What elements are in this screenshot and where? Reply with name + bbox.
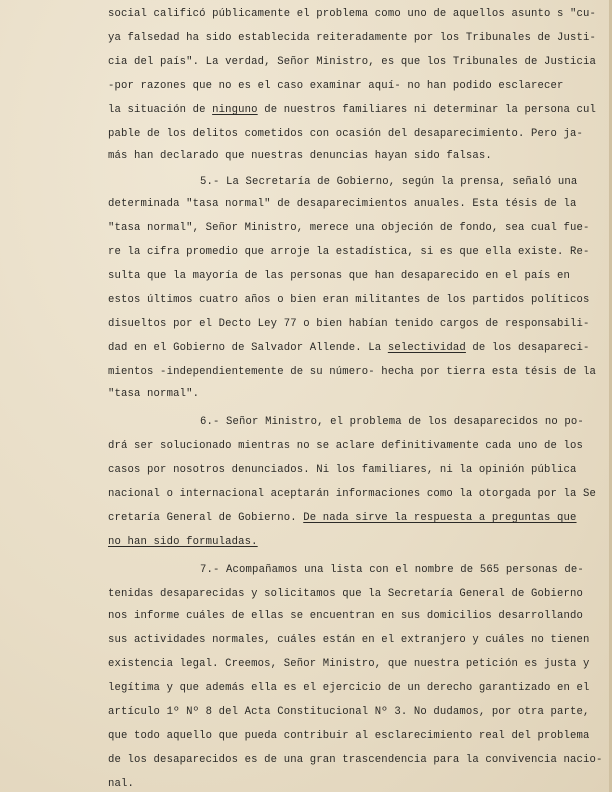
text-line: "tasa normal". — [108, 388, 200, 400]
text-line: drá ser solucionado mientras no se aclare definitivamente cada uno de los — [108, 440, 584, 452]
text-line: legítima y que además ella es el ejercicio de un derecho garantizado en el — [108, 682, 590, 694]
text-line: tenidas desaparecidas y solicitamos que la Secretaría General de Gobierno — [108, 588, 584, 600]
text-line: estos últimos cuatro años o bien eran militantes de los partidos políticos — [108, 294, 590, 306]
text-line: "tasa normal", Señor Ministro, merece una objeción de fondo, sea cual fue- — [108, 222, 590, 234]
text-line: sulta que la mayoría de las personas que han desaparecido en el país en — [108, 270, 571, 282]
text-line: nal. — [108, 778, 135, 790]
text-line: nacional o internacional aceptarán informaciones como la otorgada por la Se — [108, 488, 597, 500]
text-line: -por razones que no es el caso examinar aquí- no han podido esclarecer — [108, 80, 564, 92]
text-line: re la cifra promedio que arroje la estadística, si es que ella existe. Re- — [108, 246, 590, 258]
text-line: disueltos por el Decto Ley 77 o bien habían tenido cargos de responsabili- — [108, 318, 590, 330]
text-line: dad en el Gobierno de Salvador Allende. La selectividad de los desapareci- — [108, 342, 590, 354]
text-line: nos informe cuáles de ellas se encuentran en sus domicilios desarrollando — [108, 610, 584, 622]
text-line: artículo 1º Nº 8 del Acta Constitucional Nº 3. No dudamos, por otra parte, — [108, 706, 590, 718]
text-line: sus actividades normales, cuáles están en el extranjero y cuáles no tienen — [108, 634, 590, 646]
text-line: 6.- Señor Ministro, el problema de los desaparecidos no po- — [200, 416, 584, 428]
text-line: que todo aquello que pueda contribuir al esclarecimiento real del problema — [108, 730, 590, 742]
text-line: mientos -independientemente de su número- hecha por tierra esta tésis de la — [108, 366, 597, 378]
text-line: 7.- Acompañamos una lista con el nombre de 565 personas de- — [200, 564, 584, 576]
text-line: determinada "tasa normal" de desaparecimientos anuales. Esta tésis de la — [108, 198, 577, 210]
text-line: más han declarado que nuestras denuncias hayan sido falsas. — [108, 150, 492, 162]
text-line: no han sido formuladas. — [108, 536, 258, 548]
text-line: de los desaparecidos es de una gran trascendencia para la convivencia nacio- — [108, 754, 603, 766]
text-line: la situación de ninguno de nuestros familiares ni determinar la persona cul — [108, 104, 597, 116]
text-line: cia del país". La verdad, Señor Ministro, es que los Tribunales de Justicia — [108, 56, 597, 68]
text-line: casos por nosotros denunciados. Ni los familiares, ni la opinión pública — [108, 464, 577, 476]
text-line: ya falsedad ha sido establecida reiteradamente por los Tribunales de Justi- — [108, 32, 597, 44]
text-line: social calificó públicamente el problema como uno de aquellos asunto s "cu- — [108, 8, 597, 20]
text-line: existencia legal. Creemos, Señor Ministro, que nuestra petición es justa y — [108, 658, 590, 670]
text-line: 5.- La Secretaría de Gobierno, según la prensa, señaló una — [200, 176, 578, 188]
text-line: cretaría General de Gobierno. De nada sirve la respuesta a preguntas que — [108, 512, 577, 524]
text-line: pable de los delitos cometidos con ocasión del desaparecimiento. Pero ja- — [108, 128, 584, 140]
